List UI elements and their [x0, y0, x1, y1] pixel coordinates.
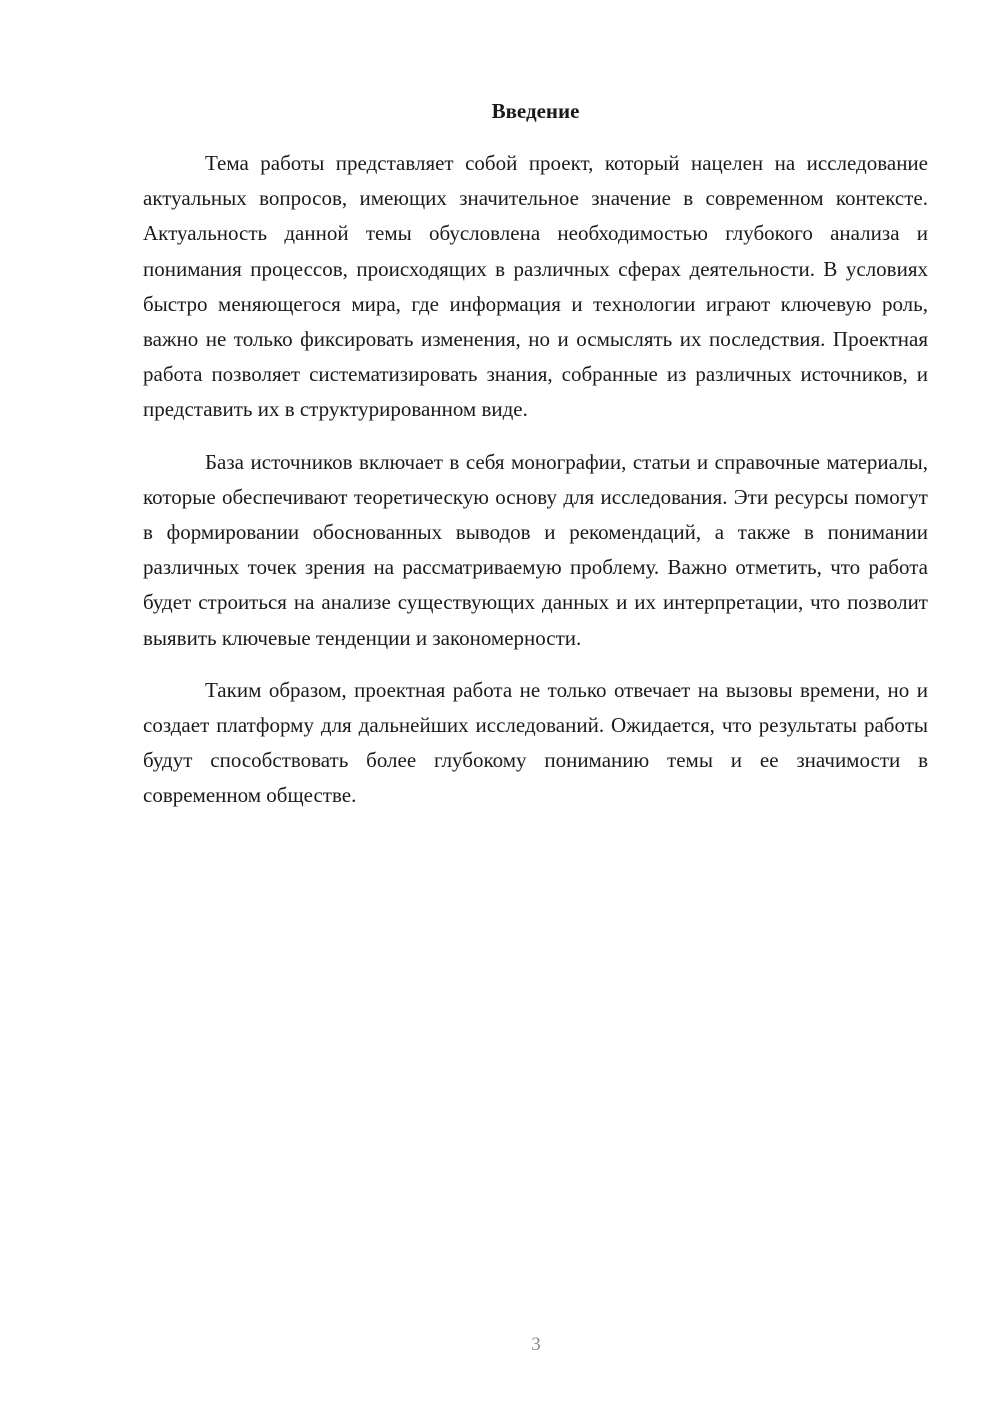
paragraph-topic: Тема работы представляет собой проект, который нацелен на исследование актуальных вопросов, имеющих значительное значение в современном контексте. Актуальность данной темы обусловлена необходимостью глубокого анализа и понимания процессов, происходящих в различных сферах деятельности. В условиях быстро меняющегося мира, где информация и технологии играют ключевую роль, важно не только фиксировать изменения, но и осмыслять их последствия. Проектная работа позволяет систематизировать знания, собранные из различных источников, и представить их в структурированном виде. [143, 151, 928, 422]
page-number: 3 [531, 1334, 541, 1355]
paragraph-conclusion: Таким образом, проектная работа не только отвечает на вызовы времени, но и создает платформу для дальнейших исследований. Ожидается, что результаты работы будут способствовать более глубокому пониманию темы и ее значимости в современном обществе. [143, 677, 928, 808]
paragraph-sources: База источников включает в себя монографии, статьи и справочные материалы, которые обеспечивают теоретическую основу для исследования. Эти ресурсы помогут в формировании обоснованных выводов и рекомендаций, а также в понимании различных точек зрения на рассматриваемую проблему. Важно отметить, что работа будет строиться на анализе существующих данных и их интерпретации, что позволит выявить ключевые тенденции и закономерности. [143, 449, 928, 650]
page-content [143, 98, 928, 831]
section-heading: Введение [491, 99, 580, 123]
